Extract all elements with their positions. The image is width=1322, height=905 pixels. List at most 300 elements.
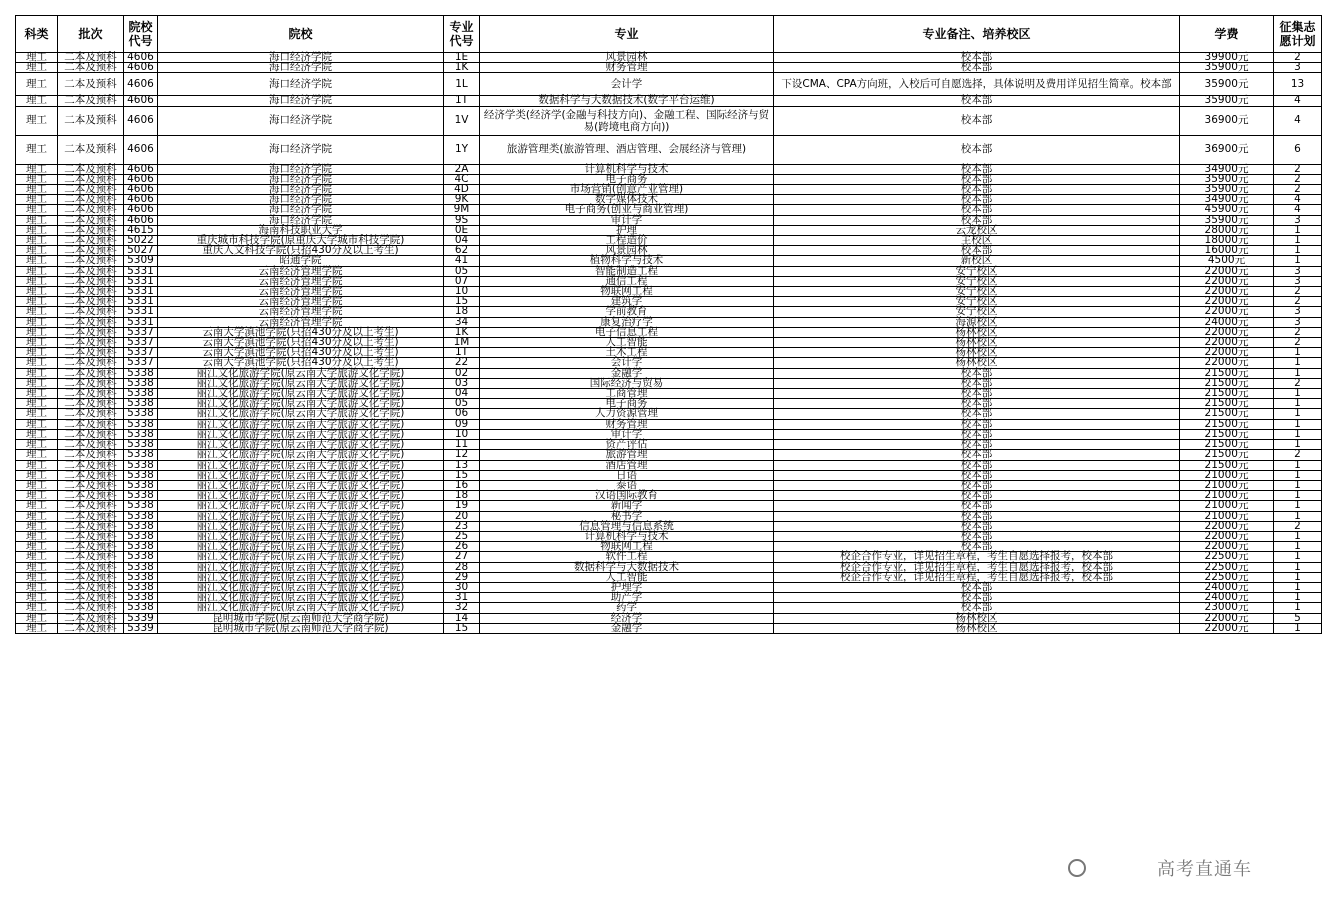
cell-school-code: 4606 [124, 205, 158, 215]
cell-note: 云龙校区 [774, 225, 1180, 235]
cell-batch: 二本及预科 [58, 440, 124, 450]
cell-note: 安宁校区 [774, 266, 1180, 276]
header-row [16, 16, 1322, 53]
cell-subject: 理工 [16, 307, 58, 317]
cell-fee: 28000元 [1180, 225, 1274, 235]
cell-subject: 理工 [16, 552, 58, 562]
cell-school: 云南经济管理学院 [158, 317, 444, 327]
cell-major-code: 05 [444, 266, 480, 276]
cell-subject: 理工 [16, 470, 58, 480]
cell-fee: 22000元 [1180, 307, 1274, 317]
cell-major-code: 07 [444, 276, 480, 286]
cell-note: 校本部 [774, 53, 1180, 63]
cell-plan: 2 [1274, 327, 1322, 337]
cell-major: 审计学 [480, 215, 774, 225]
cell-subject: 理工 [16, 531, 58, 541]
cell-major-code: 1T [444, 348, 480, 358]
cell-major: 电子信息工程 [480, 327, 774, 337]
cell-major-code: 32 [444, 603, 480, 613]
cell-batch: 二本及预科 [58, 96, 124, 106]
table-row [16, 63, 1322, 73]
cell-note: 安宁校区 [774, 276, 1180, 286]
cell-plan: 1 [1274, 409, 1322, 419]
cell-school: 云南大学滇池学院(只招430分及以上考生) [158, 348, 444, 358]
cell-school: 丽江文化旅游学院(原云南大学旅游文化学院) [158, 480, 444, 490]
cell-plan: 1 [1274, 552, 1322, 562]
cell-major: 计算机科学与技术 [480, 164, 774, 174]
cell-subject: 理工 [16, 225, 58, 235]
cell-subject: 理工 [16, 236, 58, 246]
cell-note: 校本部 [774, 164, 1180, 174]
cell-school-code: 5338 [124, 460, 158, 470]
cell-school-code: 5338 [124, 572, 158, 582]
cell-major-code: 20 [444, 511, 480, 521]
cell-major: 智能制造工程 [480, 266, 774, 276]
cell-subject: 理工 [16, 348, 58, 358]
table-row [16, 256, 1322, 266]
cell-fee: 21500元 [1180, 368, 1274, 378]
cell-major: 电子商务 [480, 174, 774, 184]
cell-fee: 21500元 [1180, 429, 1274, 439]
cell-major: 金融学 [480, 623, 774, 633]
cell-major: 国际经济与贸易 [480, 378, 774, 388]
watermark-logo-icon [1068, 859, 1086, 877]
cell-subject: 理工 [16, 368, 58, 378]
cell-school-code: 4606 [124, 185, 158, 195]
cell-school-code: 5338 [124, 480, 158, 490]
cell-school: 云南大学滇池学院(只招430分及以上考生) [158, 358, 444, 368]
cell-major: 工商管理 [480, 389, 774, 399]
cell-school-code: 5337 [124, 358, 158, 368]
cell-batch: 二本及预科 [58, 542, 124, 552]
cell-note: 校本部 [774, 460, 1180, 470]
cell-major: 财务管理 [480, 419, 774, 429]
cell-note: 校本部 [774, 501, 1180, 511]
cell-fee: 35900元 [1180, 185, 1274, 195]
cell-batch: 二本及预科 [58, 501, 124, 511]
cell-school-code: 5338 [124, 440, 158, 450]
cell-subject: 理工 [16, 195, 58, 205]
cell-major-code: 4D [444, 185, 480, 195]
table-row [16, 53, 1322, 63]
cell-subject: 理工 [16, 491, 58, 501]
cell-major: 土木工程 [480, 348, 774, 358]
cell-note: 校本部 [774, 603, 1180, 613]
cell-note: 校本部 [774, 205, 1180, 215]
cell-fee: 21500元 [1180, 378, 1274, 388]
cell-school: 云南经济管理学院 [158, 307, 444, 317]
cell-batch: 二本及预科 [58, 562, 124, 572]
cell-major-code: 1V [444, 106, 480, 135]
cell-note: 校企合作专业，详见招生章程，考生自愿选择报考，校本部 [774, 562, 1180, 572]
cell-school-code: 5338 [124, 552, 158, 562]
cell-note: 校本部 [774, 440, 1180, 450]
cell-major: 学前教育 [480, 307, 774, 317]
cell-note: 校本部 [774, 174, 1180, 184]
cell-note: 校本部 [774, 135, 1180, 164]
cell-plan: 1 [1274, 348, 1322, 358]
cell-note: 校本部 [774, 106, 1180, 135]
cell-school: 海南科技职业大学 [158, 225, 444, 235]
cell-plan: 2 [1274, 297, 1322, 307]
table-row [16, 276, 1322, 286]
cell-plan: 4 [1274, 106, 1322, 135]
cell-fee: 21500元 [1180, 419, 1274, 429]
cell-plan: 1 [1274, 593, 1322, 603]
cell-fee: 21500元 [1180, 389, 1274, 399]
cell-batch: 二本及预科 [58, 378, 124, 388]
table-row [16, 185, 1322, 195]
cell-major: 日语 [480, 470, 774, 480]
cell-school: 丽江文化旅游学院(原云南大学旅游文化学院) [158, 562, 444, 572]
cell-batch: 二本及预科 [58, 613, 124, 623]
table-row [16, 613, 1322, 623]
cell-note: 杨林校区 [774, 327, 1180, 337]
cell-major: 通信工程 [480, 276, 774, 286]
cell-subject: 理工 [16, 246, 58, 256]
cell-school-code: 5339 [124, 623, 158, 633]
cell-subject: 理工 [16, 501, 58, 511]
table-row [16, 215, 1322, 225]
cell-batch: 二本及预科 [58, 409, 124, 419]
cell-fee: 21500元 [1180, 450, 1274, 460]
cell-school: 丽江文化旅游学院(原云南大学旅游文化学院) [158, 470, 444, 480]
cell-school: 海口经济学院 [158, 63, 444, 73]
header-school-code: 院校代号 [124, 16, 158, 53]
cell-batch: 二本及预科 [58, 358, 124, 368]
cell-major: 人力资源管理 [480, 409, 774, 419]
cell-major: 新闻学 [480, 501, 774, 511]
cell-note: 安宁校区 [774, 307, 1180, 317]
cell-batch: 二本及预科 [58, 389, 124, 399]
cell-batch: 二本及预科 [58, 287, 124, 297]
cell-plan: 1 [1274, 225, 1322, 235]
cell-school: 丽江文化旅游学院(原云南大学旅游文化学院) [158, 460, 444, 470]
cell-major-code: 02 [444, 368, 480, 378]
cell-note: 校本部 [774, 450, 1180, 460]
cell-school-code: 5337 [124, 348, 158, 358]
cell-plan: 1 [1274, 511, 1322, 521]
cell-school-code: 5338 [124, 419, 158, 429]
cell-note: 安宁校区 [774, 287, 1180, 297]
cell-fee: 22000元 [1180, 327, 1274, 337]
cell-major: 人工智能 [480, 338, 774, 348]
cell-subject: 理工 [16, 450, 58, 460]
cell-school-code: 4606 [124, 63, 158, 73]
cell-batch: 二本及预科 [58, 317, 124, 327]
cell-batch: 二本及预科 [58, 521, 124, 531]
cell-subject: 理工 [16, 409, 58, 419]
table-row [16, 205, 1322, 215]
cell-fee: 18000元 [1180, 236, 1274, 246]
cell-plan: 4 [1274, 195, 1322, 205]
cell-school: 丽江文化旅游学院(原云南大学旅游文化学院) [158, 399, 444, 409]
cell-school: 丽江文化旅游学院(原云南大学旅游文化学院) [158, 552, 444, 562]
cell-subject: 理工 [16, 419, 58, 429]
cell-note: 校企合作专业，详见招生章程，考生自愿选择报考，校本部 [774, 572, 1180, 582]
cell-major-code: 15 [444, 470, 480, 480]
cell-plan: 4 [1274, 205, 1322, 215]
cell-subject: 理工 [16, 440, 58, 450]
cell-subject: 理工 [16, 106, 58, 135]
cell-school: 丽江文化旅游学院(原云南大学旅游文化学院) [158, 572, 444, 582]
cell-fee: 34900元 [1180, 164, 1274, 174]
cell-subject: 理工 [16, 164, 58, 174]
cell-batch: 二本及预科 [58, 623, 124, 633]
cell-subject: 理工 [16, 215, 58, 225]
cell-major-code: 11 [444, 440, 480, 450]
cell-school: 丽江文化旅游学院(原云南大学旅游文化学院) [158, 378, 444, 388]
cell-school: 昆明城市学院(原云南师范大学商学院) [158, 613, 444, 623]
cell-batch: 二本及预科 [58, 552, 124, 562]
header-note: 专业备注、培养校区 [774, 16, 1180, 53]
cell-plan: 1 [1274, 429, 1322, 439]
cell-fee: 22000元 [1180, 338, 1274, 348]
cell-fee: 22000元 [1180, 358, 1274, 368]
cell-note: 校本部 [774, 195, 1180, 205]
cell-school-code: 5338 [124, 582, 158, 592]
cell-school-code: 4615 [124, 225, 158, 235]
cell-fee: 21000元 [1180, 480, 1274, 490]
cell-subject: 理工 [16, 358, 58, 368]
cell-plan: 1 [1274, 389, 1322, 399]
cell-plan: 5 [1274, 613, 1322, 623]
cell-fee: 21000元 [1180, 491, 1274, 501]
cell-major: 经济学 [480, 613, 774, 623]
cell-school-code: 4606 [124, 135, 158, 164]
cell-school-code: 5338 [124, 542, 158, 552]
cell-school: 重庆城市科技学院(原重庆大学城市科技学院) [158, 236, 444, 246]
cell-batch: 二本及预科 [58, 338, 124, 348]
cell-note: 校本部 [774, 429, 1180, 439]
cell-subject: 理工 [16, 562, 58, 572]
cell-school: 海口经济学院 [158, 185, 444, 195]
cell-subject: 理工 [16, 266, 58, 276]
cell-plan: 2 [1274, 53, 1322, 63]
cell-batch: 二本及预科 [58, 307, 124, 317]
cell-fee: 24000元 [1180, 593, 1274, 603]
cell-note: 校本部 [774, 582, 1180, 592]
cell-major-code: 14 [444, 613, 480, 623]
watermark-text: 高考直通车 [1157, 859, 1252, 880]
cell-fee: 45900元 [1180, 205, 1274, 215]
cell-school: 丽江文化旅游学院(原云南大学旅游文化学院) [158, 450, 444, 460]
cell-fee: 22500元 [1180, 572, 1274, 582]
cell-school: 丽江文化旅游学院(原云南大学旅游文化学院) [158, 542, 444, 552]
cell-major-code: 1L [444, 73, 480, 96]
cell-major: 金融学 [480, 368, 774, 378]
cell-major: 电子商务(创业与商业管理) [480, 205, 774, 215]
cell-school-code: 4606 [124, 73, 158, 96]
cell-major-code: 25 [444, 531, 480, 541]
cell-fee: 23000元 [1180, 603, 1274, 613]
cell-plan: 1 [1274, 531, 1322, 541]
cell-plan: 3 [1274, 307, 1322, 317]
cell-major: 助产学 [480, 593, 774, 603]
table-row [16, 106, 1322, 135]
cell-plan: 1 [1274, 256, 1322, 266]
cell-major-code: 22 [444, 358, 480, 368]
cell-subject: 理工 [16, 378, 58, 388]
cell-batch: 二本及预科 [58, 297, 124, 307]
cell-major-code: 9M [444, 205, 480, 215]
cell-batch: 二本及预科 [58, 572, 124, 582]
cell-school-code: 5338 [124, 501, 158, 511]
cell-fee: 22000元 [1180, 348, 1274, 358]
cell-batch: 二本及预科 [58, 491, 124, 501]
cell-subject: 理工 [16, 623, 58, 633]
cell-fee: 21500元 [1180, 399, 1274, 409]
cell-major: 酒店管理 [480, 460, 774, 470]
cell-batch: 二本及预科 [58, 63, 124, 73]
cell-major-code: 10 [444, 429, 480, 439]
cell-subject: 理工 [16, 297, 58, 307]
admission-table [15, 15, 1322, 634]
cell-subject: 理工 [16, 256, 58, 266]
cell-fee: 35900元 [1180, 215, 1274, 225]
cell-school: 重庆人文科技学院(只招430分及以上考生) [158, 246, 444, 256]
cell-note: 新校区 [774, 256, 1180, 266]
cell-note: 校本部 [774, 542, 1180, 552]
cell-school: 丽江文化旅游学院(原云南大学旅游文化学院) [158, 491, 444, 501]
cell-school: 云南大学滇池学院(只招430分及以上考生) [158, 327, 444, 337]
cell-subject: 理工 [16, 582, 58, 592]
cell-major: 数据科学与大数据技术 [480, 562, 774, 572]
cell-major-code: 12 [444, 450, 480, 460]
cell-plan: 2 [1274, 450, 1322, 460]
cell-major-code: 06 [444, 409, 480, 419]
cell-subject: 理工 [16, 460, 58, 470]
cell-major-code: 04 [444, 236, 480, 246]
cell-fee: 35900元 [1180, 174, 1274, 184]
cell-school-code: 5338 [124, 368, 158, 378]
cell-batch: 二本及预科 [58, 164, 124, 174]
cell-school-code: 5338 [124, 562, 158, 572]
cell-major-code: 1T [444, 96, 480, 106]
cell-subject: 理工 [16, 389, 58, 399]
cell-major-code: 18 [444, 307, 480, 317]
cell-school-code: 5338 [124, 429, 158, 439]
cell-fee: 24000元 [1180, 317, 1274, 327]
cell-school-code: 5331 [124, 287, 158, 297]
cell-major: 秘书学 [480, 511, 774, 521]
cell-subject: 理工 [16, 521, 58, 531]
cell-batch: 二本及预科 [58, 603, 124, 613]
cell-fee: 21000元 [1180, 470, 1274, 480]
cell-batch: 二本及预科 [58, 266, 124, 276]
cell-school-code: 4606 [124, 164, 158, 174]
cell-fee: 22000元 [1180, 276, 1274, 286]
cell-subject: 理工 [16, 174, 58, 184]
cell-school: 丽江文化旅游学院(原云南大学旅游文化学院) [158, 368, 444, 378]
cell-major-code: 1K [444, 327, 480, 337]
cell-batch: 二本及预科 [58, 480, 124, 490]
cell-batch: 二本及预科 [58, 106, 124, 135]
cell-batch: 二本及预科 [58, 236, 124, 246]
cell-batch: 二本及预科 [58, 185, 124, 195]
cell-major: 旅游管理 [480, 450, 774, 460]
cell-fee: 21500元 [1180, 440, 1274, 450]
table-row [16, 307, 1322, 317]
cell-major: 审计学 [480, 429, 774, 439]
cell-plan: 13 [1274, 73, 1322, 96]
cell-fee: 22000元 [1180, 623, 1274, 633]
cell-subject: 理工 [16, 572, 58, 582]
cell-fee: 21000元 [1180, 511, 1274, 521]
cell-batch: 二本及预科 [58, 582, 124, 592]
cell-note: 校本部 [774, 419, 1180, 429]
cell-major-code: 9K [444, 195, 480, 205]
cell-major-code: 23 [444, 521, 480, 531]
cell-batch: 二本及预科 [58, 531, 124, 541]
cell-batch: 二本及预科 [58, 215, 124, 225]
cell-fee: 4500元 [1180, 256, 1274, 266]
cell-batch: 二本及预科 [58, 327, 124, 337]
cell-school: 海口经济学院 [158, 53, 444, 63]
cell-major-code: 03 [444, 378, 480, 388]
cell-major-code: 28 [444, 562, 480, 572]
table-row [16, 96, 1322, 106]
cell-subject: 理工 [16, 276, 58, 286]
cell-note: 校本部 [774, 63, 1180, 73]
cell-major-code: 29 [444, 572, 480, 582]
cell-school-code: 5331 [124, 297, 158, 307]
cell-school: 丽江文化旅游学院(原云南大学旅游文化学院) [158, 501, 444, 511]
cell-note: 校本部 [774, 185, 1180, 195]
cell-school: 海口经济学院 [158, 96, 444, 106]
cell-major-code: 16 [444, 480, 480, 490]
cell-batch: 二本及预科 [58, 276, 124, 286]
cell-plan: 3 [1274, 266, 1322, 276]
cell-subject: 理工 [16, 327, 58, 337]
cell-school-code: 4606 [124, 195, 158, 205]
cell-note: 校本部 [774, 215, 1180, 225]
cell-school: 丽江文化旅游学院(原云南大学旅游文化学院) [158, 389, 444, 399]
cell-subject: 理工 [16, 593, 58, 603]
header-plan: 征集志愿计划 [1274, 16, 1322, 53]
cell-school: 丽江文化旅游学院(原云南大学旅游文化学院) [158, 593, 444, 603]
cell-major-code: 31 [444, 593, 480, 603]
cell-major-code: 34 [444, 317, 480, 327]
cell-school-code: 5338 [124, 491, 158, 501]
cell-major-code: 19 [444, 501, 480, 511]
cell-major: 经济学类(经济学(金融与科技方向)、金融工程、国际经济与贸易(跨境电商方向)) [480, 106, 774, 135]
cell-school-code: 5338 [124, 511, 158, 521]
cell-school-code: 5027 [124, 246, 158, 256]
cell-school-code: 5337 [124, 338, 158, 348]
cell-school: 云南经济管理学院 [158, 297, 444, 307]
cell-note: 杨林校区 [774, 613, 1180, 623]
cell-note: 下设CMA、CPA方向班，入校后可自愿选择，具体说明及费用详见招生简章。校本部 [774, 73, 1180, 96]
cell-subject: 理工 [16, 399, 58, 409]
cell-batch: 二本及预科 [58, 511, 124, 521]
cell-fee: 34900元 [1180, 195, 1274, 205]
cell-major: 数据科学与大数据技术(数字平台运维) [480, 96, 774, 106]
cell-school-code: 5331 [124, 317, 158, 327]
cell-school-code: 5338 [124, 399, 158, 409]
cell-major: 资产评估 [480, 440, 774, 450]
cell-major: 电子商务 [480, 399, 774, 409]
cell-major-code: 15 [444, 297, 480, 307]
cell-school: 海口经济学院 [158, 135, 444, 164]
cell-plan: 1 [1274, 501, 1322, 511]
cell-fee: 22000元 [1180, 542, 1274, 552]
cell-plan: 3 [1274, 317, 1322, 327]
cell-school-code: 5022 [124, 236, 158, 246]
cell-school-code: 5331 [124, 266, 158, 276]
table-row [16, 623, 1322, 633]
table-row [16, 246, 1322, 256]
